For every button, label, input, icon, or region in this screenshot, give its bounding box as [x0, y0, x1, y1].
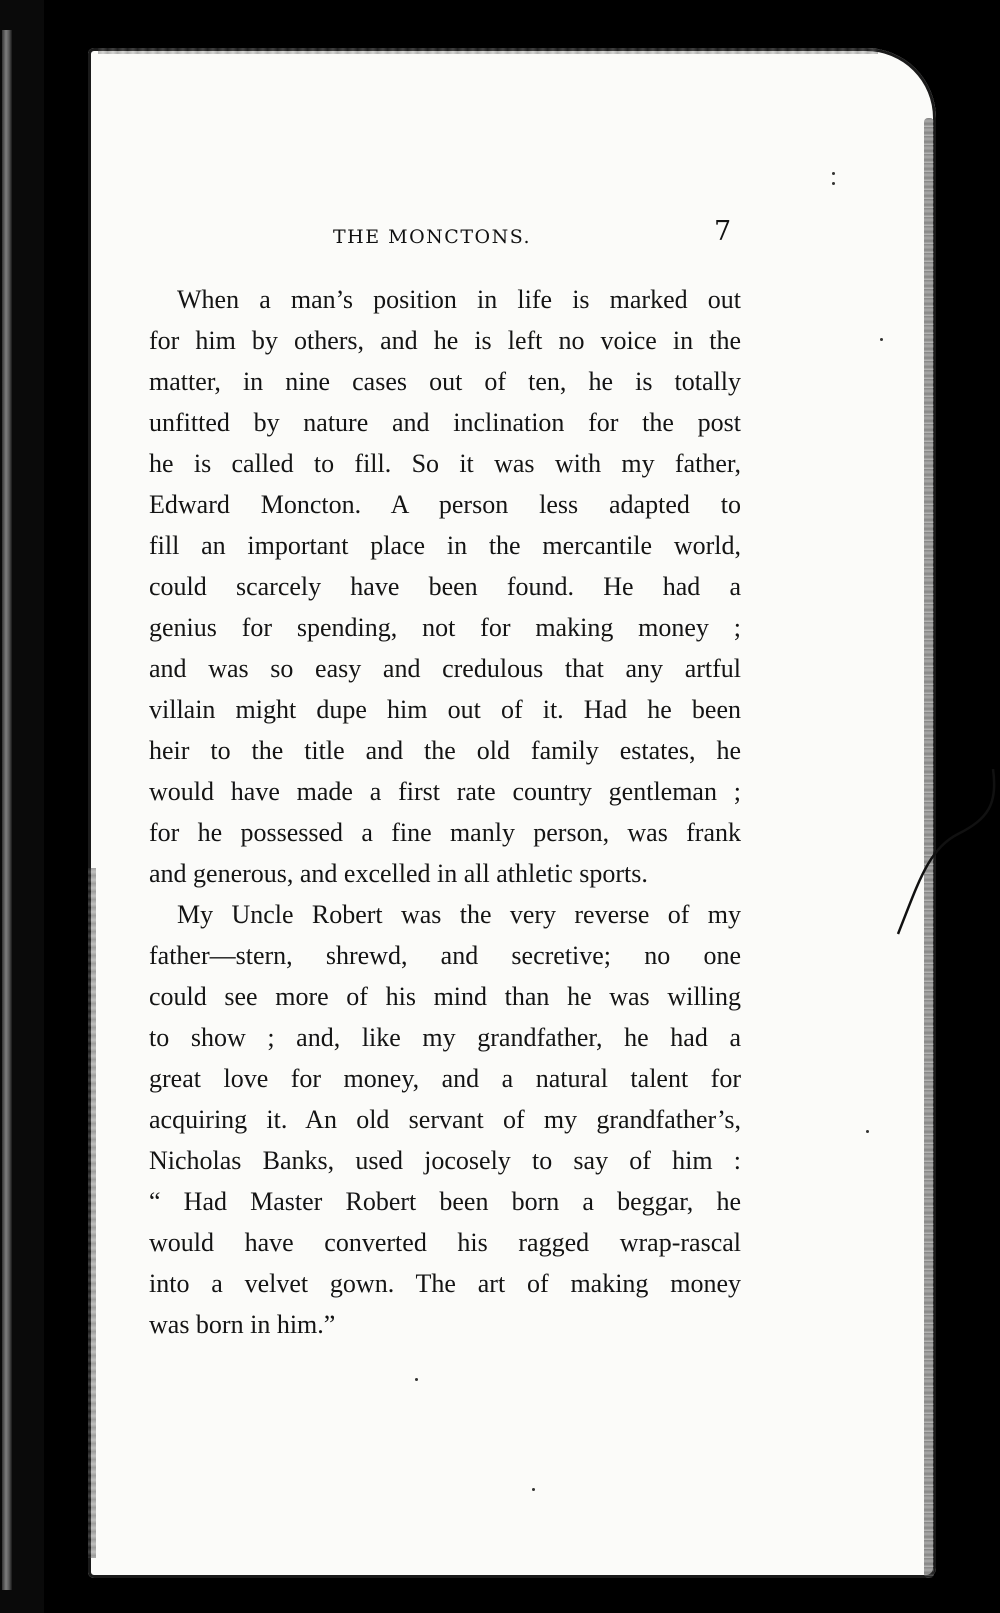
book-page	[88, 48, 936, 1578]
ink-speck	[832, 172, 835, 175]
text-line: he is called to fill. So it was with my father,	[149, 449, 741, 478]
text-line: and was so easy and credulous that any artful	[149, 654, 741, 683]
text-line: was born in him.”	[149, 1310, 336, 1339]
text-line: for him by others, and he is left no voice in the	[149, 326, 741, 355]
scan-left-border	[0, 0, 44, 1613]
text-line: When a man’s position in life is marked out	[177, 285, 741, 314]
page-number: 7	[714, 216, 732, 247]
text-line: My Uncle Robert was the very reverse of my	[177, 900, 741, 929]
text-line: to show ; and, like my grandfather, he had a	[149, 1023, 741, 1052]
text-line: father—stern, shrewd, and secretive; no one	[149, 941, 741, 970]
body-text	[149, 279, 741, 1345]
text-line: villain might dupe him out of it. Had he been	[149, 695, 741, 724]
previous-page-edge	[2, 30, 12, 1590]
paragraph-2	[149, 894, 741, 1345]
text-line: acquiring it. An old servant of my grandfather’s,	[149, 1105, 741, 1134]
ink-speck	[532, 1488, 535, 1491]
paragraph-1	[149, 279, 741, 894]
text-line: could see more of his mind than he was willing	[149, 982, 741, 1011]
text-line: fill an important place in the mercantile world,	[149, 531, 741, 560]
text-line: for he possessed a fine manly person, was frank	[149, 818, 741, 847]
ink-speck	[415, 1378, 418, 1381]
running-head: THE MONCTONS.	[333, 226, 532, 248]
text-line: great love for money, and a natural talent for	[149, 1064, 741, 1093]
text-line: could scarcely have been found. He had a	[149, 572, 741, 601]
ink-speck	[866, 1130, 869, 1133]
text-line: Nicholas Banks, used jocosely to say of him :	[149, 1146, 741, 1175]
text-line: would have converted his ragged wrap-rascal	[149, 1228, 741, 1257]
text-line: and generous, and excelled in all athletic sports.	[149, 859, 648, 888]
text-line: Edward Moncton. A person less adapted to	[149, 490, 741, 519]
text-line: into a velvet gown. The art of making money	[149, 1269, 741, 1298]
text-line: heir to the title and the old family estates, he	[149, 736, 741, 765]
pencil-margin-mark	[888, 764, 1000, 944]
text-line: unfitted by nature and inclination for the post	[149, 408, 741, 437]
ink-speck	[832, 182, 835, 185]
text-line: “ Had Master Robert been born a beggar, he	[149, 1187, 741, 1216]
ink-speck	[880, 338, 883, 341]
pencil-stroke	[898, 769, 994, 934]
page-left-edge	[88, 868, 96, 1558]
text-line: would have made a first rate country gentleman ;	[149, 777, 741, 806]
page-top-edge	[98, 48, 878, 54]
text-line: genius for spending, not for making money ;	[149, 613, 741, 642]
text-line: matter, in nine cases out of ten, he is totally	[149, 367, 741, 396]
